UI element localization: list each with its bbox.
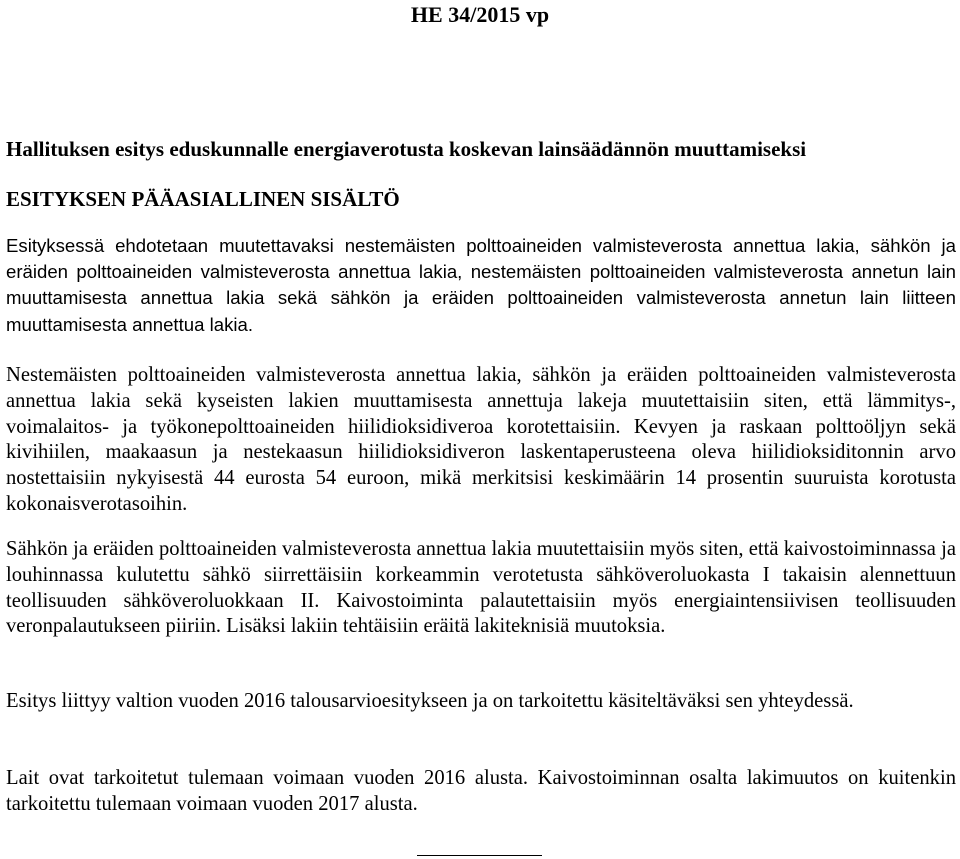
document-id: HE 34/2015 vp (410, 2, 550, 27)
paragraph-carbon-tax: Nestemäisten polttoaineiden valmisteverosta annettua lakia, sähkön ja eräiden polttoaineiden valmisteverosta annettua lakia sekä kyseisten lakien muuttamisesta annettuja lakeja muutettaisiin siten, että lämmitys-, voimalaitos- ja työkonepolttoaineiden hiilidioksidiveroa korotettaisiin. Kevyen ja raskaan polttoöljyn sekä kivihiilen, maakaasun ja nestekaasun hiilidioksidiveron laskentaperusteena oleva hiilidioksiditonnin arvo nostettaisiin nykyisestä 44 eurosta 54 euroon, mikä merkitsisi keskimäärin 14 prosentin suuruista korotusta kokonaisverotasoihin. (6, 364, 956, 515)
paragraph-summary-intro: Esityksessä ehdotetaan muutettavaksi nestemäisten polttoaineiden valmisteverosta annettua lakia, sähkön ja eräiden polttoaineiden valmisteverosta annettua lakia, nestemäisten polttoaineiden valmisteverosta annetun lain muuttamisesta annettua lakia sekä sähkön ja eräiden polttoaineiden valmisteverosta annetun lain liitteen muuttamisesta annettua lakia. (6, 235, 956, 335)
paragraph-budget-link: Esitys liittyy valtion vuoden 2016 talousarvioesitykseen ja on tarkoitettu käsiteltäväksi sen yhteydessä. (6, 690, 854, 712)
document-title: Hallituksen esitys eduskunnalle energiaverotusta koskevan lainsäädännön muuttamiseksi (6, 137, 807, 161)
paragraph-entry-into-force: Lait ovat tarkoitetut tulemaan voimaan vuoden 2016 alusta. Kaivostoiminnan osalta lakimuutos on kuitenkin tarkoitettu tulemaan voimaan vuoden 2017 alusta. (6, 767, 956, 815)
paragraph-electricity-tax: Sähkön ja eräiden polttoaineiden valmisteverosta annettua lakia muutettaisiin myös siten, että kaivostoiminnassa ja louhinnassa kulutettu sähkö siirrettäisiin korkeammin verotetusta sähköveroluokasta I takaisin alennettuun teollisuuden sähköveroluokkaan II. Kaivostoiminta palautettaisiin myös energiaintensiivisen teollisuuden veronpalautukseen piiriin. Lisäksi lakiin tehtäisiin eräitä lakiteknisiä muutoksia. (6, 538, 956, 638)
end-divider (417, 855, 542, 856)
section-heading: ESITYKSEN PÄÄASIALLINEN SISÄLTÖ (6, 187, 400, 211)
